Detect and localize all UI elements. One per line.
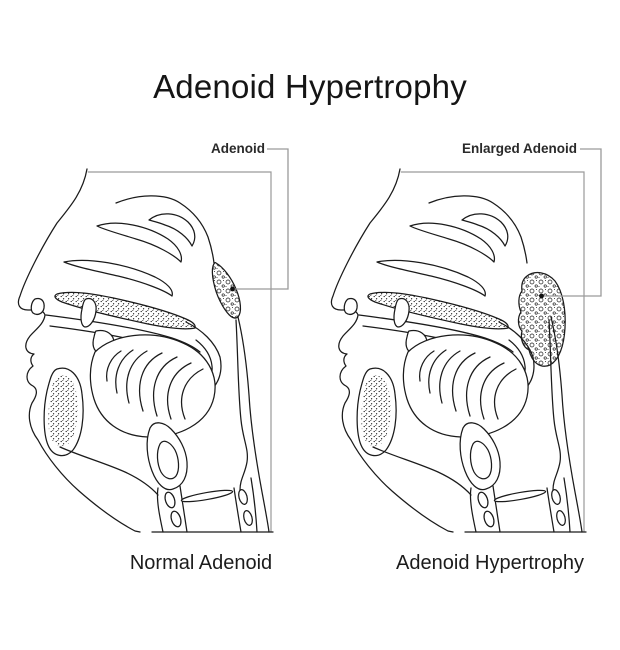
figure-normal-adenoid xyxy=(18,149,288,532)
annotation-dot xyxy=(539,294,544,299)
label-enlarged-adenoid: Enlarged Adenoid xyxy=(461,141,577,156)
caption-adenoid-hypertrophy: Adenoid Hypertrophy xyxy=(396,552,584,574)
annotation-leader-line xyxy=(233,149,288,289)
annotation-leader-line xyxy=(542,149,601,296)
figure-adenoid-hypertrophy xyxy=(331,149,601,532)
label-adenoid: Adenoid xyxy=(211,141,265,156)
caption-normal-adenoid: Normal Adenoid xyxy=(129,552,273,574)
page-title: Adenoid Hypertrophy xyxy=(153,68,467,105)
annotation-dot xyxy=(230,287,235,292)
